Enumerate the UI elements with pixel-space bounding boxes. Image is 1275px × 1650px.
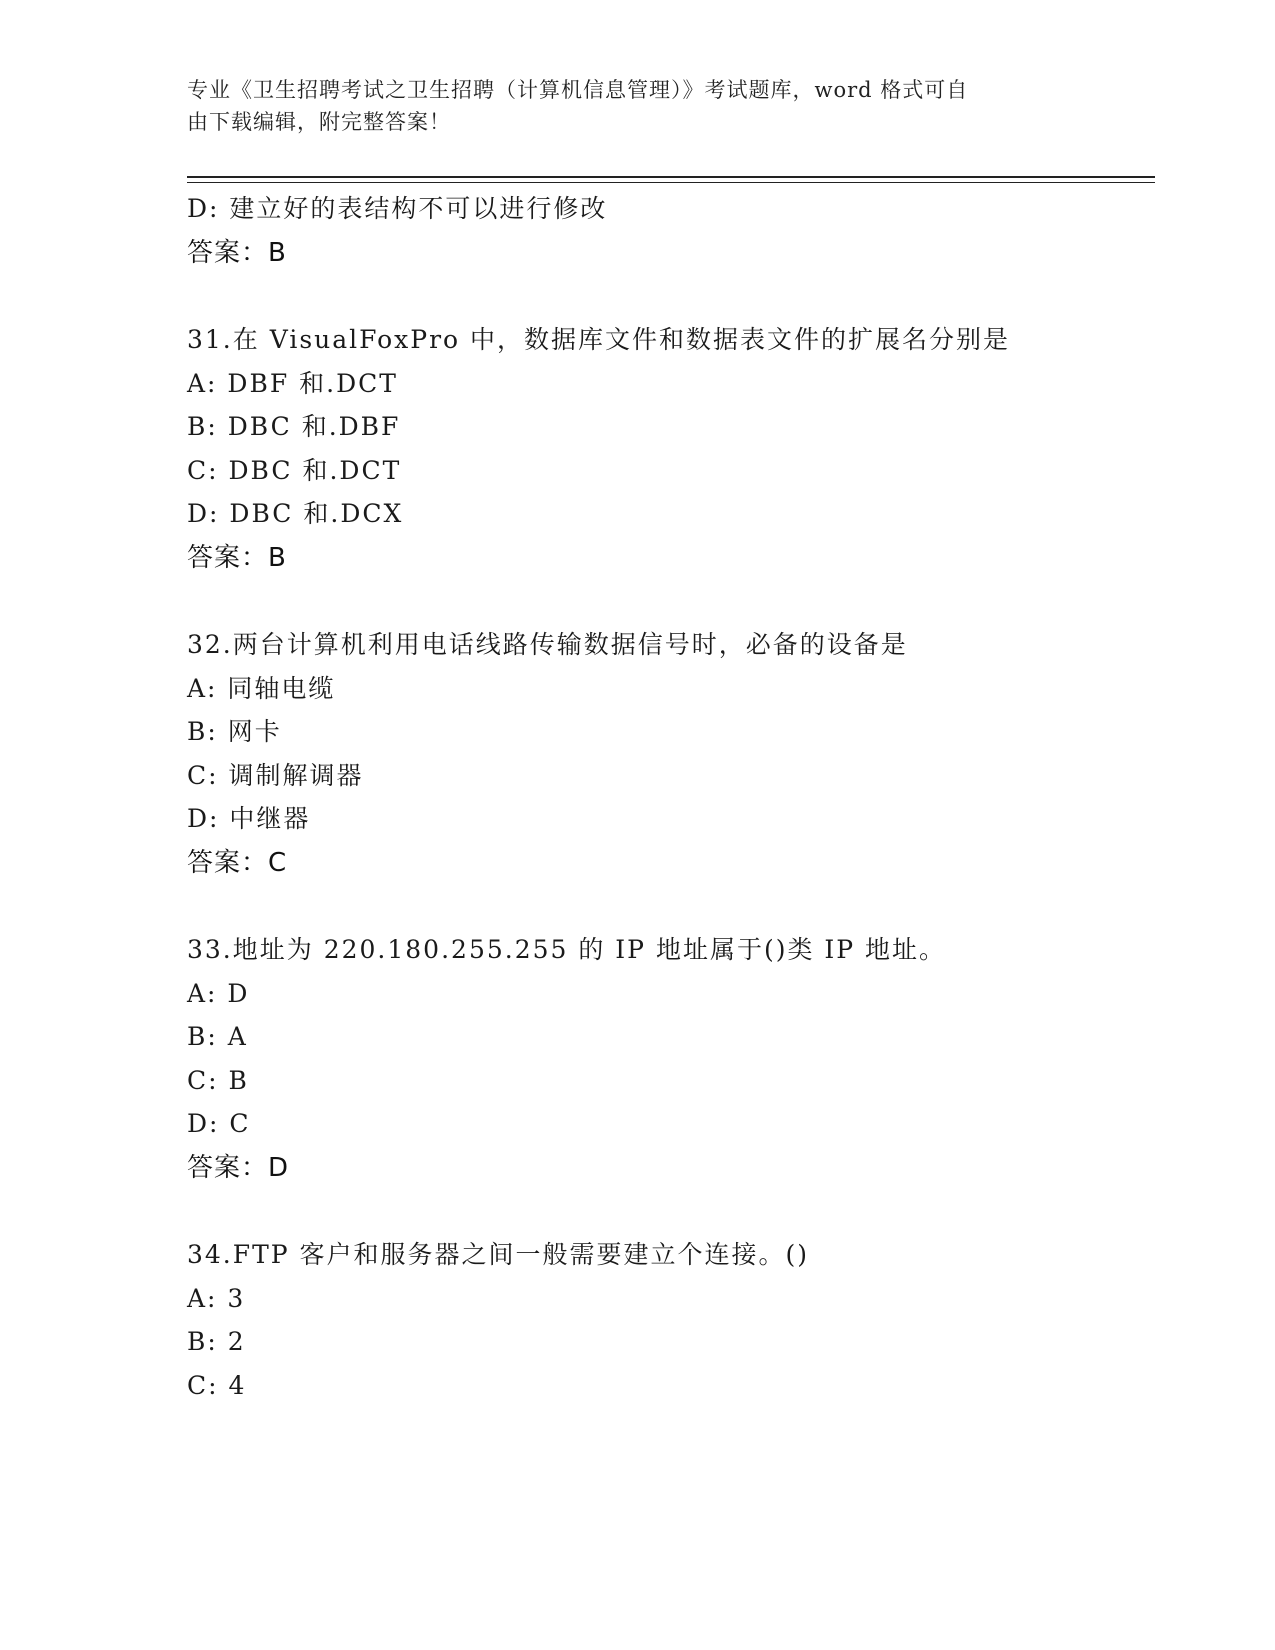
- question-31-answer: 答案：B: [187, 543, 287, 573]
- option-d: D: 建立好的表结构不可以进行修改: [187, 194, 608, 223]
- question-31-option-b: B: DBC 和.DBF: [187, 412, 401, 441]
- header-rule-thin: [187, 182, 1155, 183]
- question-31-option-c: C: DBC 和.DCT: [187, 456, 402, 485]
- question-32-option-c: C: 调制解调器: [187, 761, 364, 790]
- question-31-option-a: A: DBF 和.DCT: [187, 369, 398, 398]
- question-33-answer: 答案：D: [187, 1153, 290, 1183]
- question-31-stem: 31.在 VisualFoxPro 中，数据库文件和数据表文件的扩展名分别是: [187, 325, 1011, 354]
- question-32-answer: 答案：C: [187, 848, 288, 878]
- question-32-option-a: A: 同轴电缆: [187, 674, 336, 703]
- question-33-option-d: D: C: [187, 1109, 251, 1138]
- question-33-stem: 33.地址为 220.180.255.255 的 IP 地址属于()类 IP 地址。: [187, 935, 947, 964]
- question-34-stem: 34.FTP 客户和服务器之间一般需要建立个连接。(): [187, 1240, 810, 1269]
- question-33-option-a: A: D: [187, 979, 250, 1008]
- question-31-option-d: D: DBC 和.DCX: [187, 499, 404, 528]
- question-34-option-a: A: 3: [187, 1284, 246, 1313]
- question-33-option-b: B: A: [187, 1022, 248, 1051]
- question-32-option-b: B: 网卡: [187, 717, 282, 746]
- header-line-2: 由下载编辑，附完整答案！: [187, 110, 451, 134]
- question-32-stem: 32.两台计算机利用电话线路传输数据信号时，必备的设备是: [187, 630, 908, 659]
- question-34-option-c: C: 4: [187, 1371, 247, 1400]
- header-rule-thick: [187, 176, 1155, 178]
- question-33-option-c: C: B: [187, 1066, 249, 1095]
- answer-label: 答案：B: [187, 238, 287, 268]
- header-line-1: 专业《卫生招聘考试之卫生招聘（计算机信息管理）》考试题库，word 格式可自: [187, 78, 969, 102]
- question-34-option-b: B: 2: [187, 1327, 246, 1356]
- document-header: [187, 74, 1087, 138]
- question-32-option-d: D: 中继器: [187, 804, 311, 833]
